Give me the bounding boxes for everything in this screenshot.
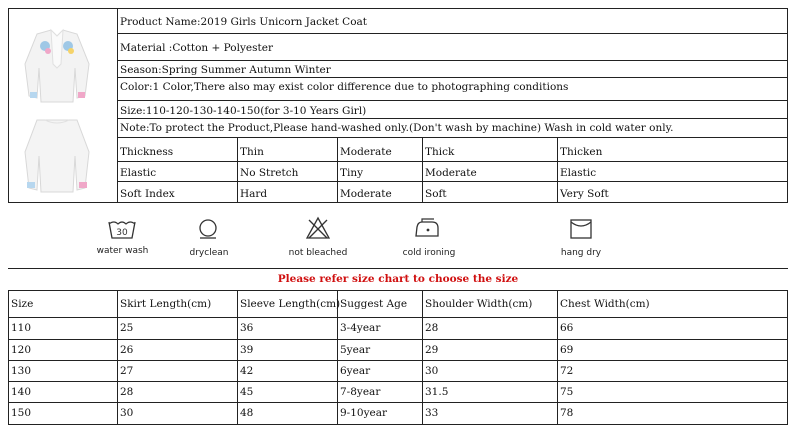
care-label-dryclean: dryclean bbox=[189, 248, 229, 258]
property-value: Hard bbox=[240, 188, 268, 200]
size-header: Shoulder Width(cm) bbox=[425, 298, 533, 310]
color-info: Color:1 Color,There also may exist color difference due to photographing conditions bbox=[120, 81, 569, 93]
wash-30-icon bbox=[107, 218, 137, 244]
size-cell: 6year bbox=[340, 365, 371, 377]
size-cell: 45 bbox=[240, 386, 254, 398]
size-cell: 120 bbox=[11, 344, 32, 356]
no-bleach-icon bbox=[305, 216, 331, 244]
product-name: Product Name:2019 Girls Unicorn Jacket Coat bbox=[120, 16, 368, 28]
care-label-water-wash: water wash bbox=[96, 246, 149, 256]
size-cell: 25 bbox=[120, 322, 134, 334]
property-value: Tiny bbox=[340, 167, 364, 179]
product-photo-front bbox=[15, 24, 100, 108]
size-cell: 39 bbox=[240, 344, 254, 356]
property-value: Moderate bbox=[425, 167, 477, 179]
size-cell: 30 bbox=[425, 365, 439, 377]
property-value: No Stretch bbox=[240, 167, 299, 179]
size-cell: 140 bbox=[11, 386, 32, 398]
property-label-thickness: Thickness bbox=[120, 146, 174, 158]
property-value: Very Soft bbox=[560, 188, 609, 200]
size-cell: 30 bbox=[120, 407, 134, 419]
material: Material :Cotton + Polyester bbox=[120, 42, 273, 54]
property-value: Soft bbox=[425, 188, 447, 200]
size-cell: 28 bbox=[425, 322, 439, 334]
care-label-cold-ironing: cold ironing bbox=[402, 248, 456, 258]
product-photo-back bbox=[15, 112, 100, 198]
size-cell: 72 bbox=[560, 365, 574, 377]
property-value: Thicken bbox=[560, 146, 603, 158]
size-cell: 69 bbox=[560, 344, 574, 356]
property-value: Thick bbox=[425, 146, 455, 158]
property-value: Elastic bbox=[560, 167, 597, 179]
size-cell: 3-4year bbox=[340, 322, 381, 334]
hang-dry-icon bbox=[569, 218, 593, 244]
size-cell: 75 bbox=[560, 386, 574, 398]
property-label-elastic: Elastic bbox=[120, 167, 157, 179]
size-chart-notice: Please refer size chart to choose the size bbox=[277, 273, 519, 285]
property-label-soft-index: Soft Index bbox=[120, 188, 175, 200]
care-note: Note:To protect the Product,Please hand-washed only.(Don't wash by machine) Wash in cold water only. bbox=[120, 122, 674, 134]
size-header: Sleeve Length(cm) bbox=[240, 298, 341, 310]
size-cell: 130 bbox=[11, 365, 32, 377]
size-cell: 48 bbox=[240, 407, 254, 419]
property-value: Moderate bbox=[340, 188, 392, 200]
size-cell: 29 bbox=[425, 344, 439, 356]
size-cell: 7-8year bbox=[340, 386, 381, 398]
size-cell: 26 bbox=[120, 344, 134, 356]
size-cell: 27 bbox=[120, 365, 134, 377]
property-value: Thin bbox=[240, 146, 264, 158]
svg-text:30: 30 bbox=[116, 228, 128, 238]
size-cell: 9-10year bbox=[340, 407, 388, 419]
size-cell: 110 bbox=[11, 322, 32, 334]
size-cell: 33 bbox=[425, 407, 439, 419]
size-cell: 150 bbox=[11, 407, 32, 419]
size-cell: 28 bbox=[120, 386, 134, 398]
size-header: Suggest Age bbox=[340, 298, 408, 310]
size-range: Size:110-120-130-140-150(for 3-10 Years Girl) bbox=[120, 105, 367, 117]
size-header: Chest Width(cm) bbox=[560, 298, 650, 310]
size-header: Size bbox=[11, 298, 34, 310]
size-header: Skirt Length(cm) bbox=[120, 298, 212, 310]
care-label-not-bleached: not bleached bbox=[288, 248, 348, 258]
size-cell: 42 bbox=[240, 365, 254, 377]
size-cell: 31.5 bbox=[425, 386, 449, 398]
size-cell: 5year bbox=[340, 344, 371, 356]
care-label-hang-dry: hang dry bbox=[560, 248, 602, 258]
season: Season:Spring Summer Autumn Winter bbox=[120, 64, 331, 76]
cold-iron-icon bbox=[412, 218, 442, 244]
size-cell: 78 bbox=[560, 407, 574, 419]
size-cell: 36 bbox=[240, 322, 254, 334]
dryclean-icon bbox=[197, 218, 219, 244]
size-cell: 66 bbox=[560, 322, 574, 334]
property-value: Moderate bbox=[340, 146, 392, 158]
